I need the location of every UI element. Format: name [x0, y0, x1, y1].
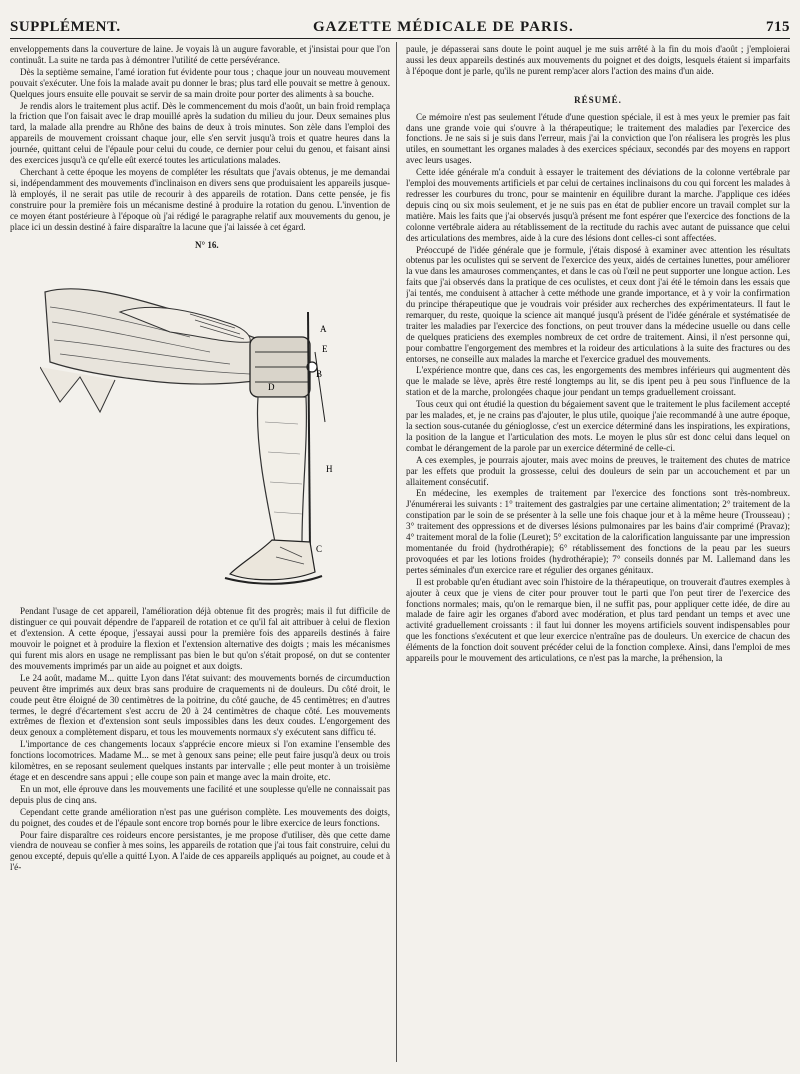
resume-heading: RÉSUMÉ.	[574, 94, 622, 105]
paragraph: paule, je dépasserai sans doute le point auquel je me suis arrêté à la fin du mois d'août ; j'emploierai aussi les deux appareils destinés aux mouvements du poignet et des doigts, lesquels étaient si imparfaits à l'époque dont je parle, qu'ils ne purent remp'acer alors l'action des mains d'un aide.	[406, 44, 790, 76]
paragraph: Cependant cette grande amélioration n'est pas une guérison complète. Les mouvements des doigts, du poignet, des coudes et de l'épaule sont encore trop bornés pour le libre exercice de leurs fonctions.	[10, 806, 390, 828]
paragraph: En médecine, les exemples de traitement par l'exercice des fonctions sont très-nombreux. J'énumérerai les suivants : 1° traitement des gastralgies par une certaine alimentation; 2° traitement de la constipation par le soin de se présenter à la selle une fois chaque jour et à la même heure (Trousseau) ; 3° traitement des oppressions et de diverses lésions pulmonaires par les bains d'air comprimé (Pravaz); 4° traitement moral de la folie (Leuret); 5° excitation de la calorification languissante par une impression momentanée du froid (hydrothérapie); 6° rétablissement des fonctions de la peau par les sueurs provoquées et par les lotions froides (hydrothérapie); 7° conseils donnés par M. Lallemand dans les pertes séminales d'un exercice rare et régulier des organes génitaux.	[406, 488, 790, 575]
paragraph: Ce mémoire n'est pas seulement l'étude d'une question spéciale, il est à mes yeux le premier pas fait dans une grande voie qui s'ouvre à la thérapeutique; le traitement des maladies par l'exercice des fonctions. Je ne sais si je suis dans l'erreur, mais j'ai la conviction que l'on réalisera les progrès les plus utiles, en soumettant les organes malades à des exercices spéciaux, secondés par des moyens en rapport avec leurs usages.	[406, 111, 790, 166]
paragraph: Tous ceux qui ont étudié la question du bégaiement savent que le traitement le plus facilement accepté par les malades, et, je ne crains pas d'ajouter, le plus utile, quoique j'aie recommandé à une autre époque, la section sous-cutanée du génioglosse, c'est un exercice déterminé dans les inspirations, les expirations, la position de la langue et l'articulation des mots. Le moyen le plus sûr est donc celui dans lequel on combat le dérangement de la parole par un exercice déterminé de celle-ci.	[406, 399, 790, 453]
column-divider	[396, 42, 397, 1062]
paragraph: A ces exemples, je pourrais ajouter, mais avec moins de preuves, le traitement des chutes de matrice par les effets que produit la grossesse, celui des douleurs de sein par un accouchement et par un allaitement consécutif.	[406, 454, 790, 487]
paragraph: Je rendis alors le traitement plus actif. Dès le commencement du mois d'août, un bain froid remplaça la friction que l'on faisait avec le drap mouillé après la sudation du milieu du jour. Deux semaines plus tard, la malade alla prendre au Rhône des bains de deux à trois minutes. Son zèle dans l'emploi des appareils de mouvement croissant chaque jour, elle s'en servit jusqu'à trois et quatre heures dans la journée, quittant celui de l'épaule pour celui du coude, ce dernier pour celui du genou, et faisant ainsi des exercices jusqu'à ce qu'elle eût exercé toutes les articulations malades.	[10, 100, 390, 166]
paragraph: enveloppements dans la couverture de laine. Je voyais là un augure favorable, et j'insistai pour que l'on continuât. La suite ne tarda pas à démontrer l'utilité de cette persévérance.	[10, 44, 390, 65]
right-column	[406, 44, 790, 1068]
paragraph: Cette idée générale m'a conduit à essayer le traitement des déviations de la colonne vertébrale par l'emploi des mouvements artificiels et par celui de certaines inclinaisons du cou qui forcent les malades à redresser les courbures du tronc, pour se maintenir en équilibre durant la marche. J'applique ces idées depuis cinq ou six mois seulement, et je ne suis pas en état de publier encore un travail complet sur la matière. Mais les faits que j'ai observés jusqu'à présent me font espérer que l'exercice des fonctions de la colonne vertébrale aidera au rétablissement de la rectitude du rachis avec autant de puissance que celui des articulations des membres, aide à la cure des lésions dont celles-ci sont affectées.	[406, 167, 790, 243]
paragraph: Cherchant à cette époque les moyens de compléter les résultats que j'avais obtenus, je me demandai si, indépendamment des mouvements d'inclinaison en divers sens que produisaient les appareils jusque-là employés, il ne serait pas utile de recourir à des appareils de rotation. Dans cette pensée, je fis construire pour la première fois un mécanisme destiné à produire la rotation du genou. L'invention de ce moyen étant postérieure à l'époque où j'ai rédigé le paragraphe relatif aux mouvements du genou, je place ici un dessin destiné à faire disparaître la lacune que j'ai laissée à cet égard.	[10, 166, 390, 232]
paragraph: Pour faire disparaître ces roideurs encore persistantes, je me propose d'utiliser, dès que cette dame viendra de nouveau se confier à mes soins, les appareils de rotation que j'ai tous fait construire, celui du genou excepté, depuis qu'elle a quitté Lyon. A l'aide de ces appareils appliqués au poignet, au coude et à l'é-	[10, 829, 390, 873]
figure-letter-h: H	[326, 464, 333, 475]
leg-rotation-apparatus-illustration	[40, 252, 350, 597]
figure-letter-c: C	[316, 544, 323, 555]
header-supplement: SUPPLÉMENT.	[10, 19, 121, 35]
paragraph: Dès la septième semaine, l'amé ioration fut évidente pour tous ; chaque jour un nouveau mouvement pouvait s'exécuter. Une fois la malade avait pu donner le bras; plus tard elle pouvait se mettre à genoux. Quelques jours ensuite elle pouvait se servir de sa main droite pour porter des aliments à sa bouche.	[10, 66, 390, 99]
left-column	[10, 44, 390, 1068]
paragraph: Le 24 août, madame M... quitte Lyon dans l'état suivant: des mouvements bornés de circumduction peuvent être imprimés aux deux bras sans produire de craquements ni de douleurs. Du côté droit, le coude peut être éloigné de 30 centimètres de la poitrine, du côté gauche, de 45 centimètres; en d'autres termes, le degré d'écartement s'est accru de 20 à 24 centimètres de chaque côté. Les mouvements extrêmes de flexion et d'extension sont seuls impossibles dans les deux coudes. L'engorgement des deux genoux a complètement disparu, et tous les mouvements normaux s'y exécutent sans difficu té.	[10, 672, 390, 738]
figure-letter-b: B	[316, 369, 323, 380]
header-page-number: 715	[765, 19, 790, 35]
header-rule	[10, 38, 790, 39]
figure-letter-a: A	[320, 324, 327, 335]
paragraph: En un mot, elle éprouve dans les mouvements une facilité et une souplesse qu'elle ne connaissait pas depuis plus de cinq ans.	[10, 783, 390, 805]
paragraph: Pendant l'usage de cet appareil, l'amélioration déjà obtenue fit des progrès; mais il fut difficile de distinguer ce qui pouvait dépendre de l'appareil de rotation et ce qu'il fal ait attribuer à celui de flexion et d'extension. A cette époque, j'essayai aussi pour la première fois des appareils destinés à faire mouvoir le poignet et à produire la flexion et l'extension alternative des doigts ; mais les mécanismes qui furent mis alors en usage ne remplissant pas bien le but qu'on s'était proposé, on dut se contenter des mouvements imprimés par un aide au poignet et aux doigts.	[10, 606, 390, 671]
header-journal-title: GAZETTE MÉDICALE DE PARIS.	[312, 19, 574, 35]
paragraph: Préoccupé de l'idée générale que je formule, j'étais disposé à examiner avec attention les résultats obtenus par les oculistes qui se servent de l'exercice des yeux, aidés de certaines lunettes, pour améliorer la vue dans les amauroses commençantes, et dans le cas où l'œil ne peut supporter une longue action. Les faits que j'ai observés dans la pratique de ces oculistes, et ceux dont j'ai été le témoin dans les essais que j'ai tentés, me conduisent à attacher à cette méthode une grande importance, et à y voir la confirmation du principe thérapeutique que je voudrais voir présider aux recherches des expérimentateurs. Il faut le remarquer, du reste, quoique la science ait manqué jusqu'à présent de l'idée générale et systématisée de traiter les maladies par l'exercice des fonctions, on peut trouver dans la médecine usuelle ou dans celle de quelques praticiens des exemples nombreux de cet ordre de traitement. Ainsi, il n'est personne qui, pour combattre l'engorgement des membres et la roideur des articulations à la suite des fractures ou des entorses, ne conseille aux malades la marche et l'exercice graduel des mouvements.	[406, 244, 790, 364]
figure-number: N° 16.	[195, 240, 219, 251]
paragraph: L'importance de ces changements locaux s'apprécie encore mieux si l'on examine l'ensemble des fonctions locomotrices. Madame M... se met à genoux sans peine; elle peut faire jusqu'à deux ou trois kilomètres, en se reposant seulement quelques instants par intervalle ; elle peut monter à un troisième étage et en descendre sans appui ; elle coupe son pain et mange avec la main droite, etc.	[10, 739, 390, 782]
paragraph: L'expérience montre que, dans ces cas, les engorgements des membres inférieurs qui augmentent dès que le malade se lève, après être resté longtemps au lit, se dis ipent peu à peu sous l'influence de la station et de la marche, prolongées chaque jour pendant un temps graduellement croissant.	[406, 365, 790, 398]
figure-16	[10, 238, 390, 602]
paragraph: Il est probable qu'en étudiant avec soin l'histoire de la thérapeutique, on trouverait d'autres exemples à ajouter à ceux que je viens de citer pour prouver tout le parti que l'on peut tirer de l'exercice des fonctions normales; mais, qu'on le remarque bien, il ne suffit pas, pour appliquer cette idée, de dire au malade de faire agir les organes d'abord avec modération, et plus tard pendant un temps et avec une activité graduellement croissants : il faut lui donner les moyens artificiels souvent indispensables pour que les fonctions s'exécutent et que leur exercice n'entraîne pas de douleurs. Un exercice de chacun des éléments de la fonction doit souvent précéder celui de la fonction complexe. Ainsi, dans l'emploi de mes appareils pour le mouvement des articulations, ce n'est pas la marche, la préhension, la	[406, 576, 790, 664]
figure-letter-e: E	[322, 344, 328, 355]
page-header	[10, 14, 790, 36]
figure-letter-d: D	[268, 382, 275, 393]
